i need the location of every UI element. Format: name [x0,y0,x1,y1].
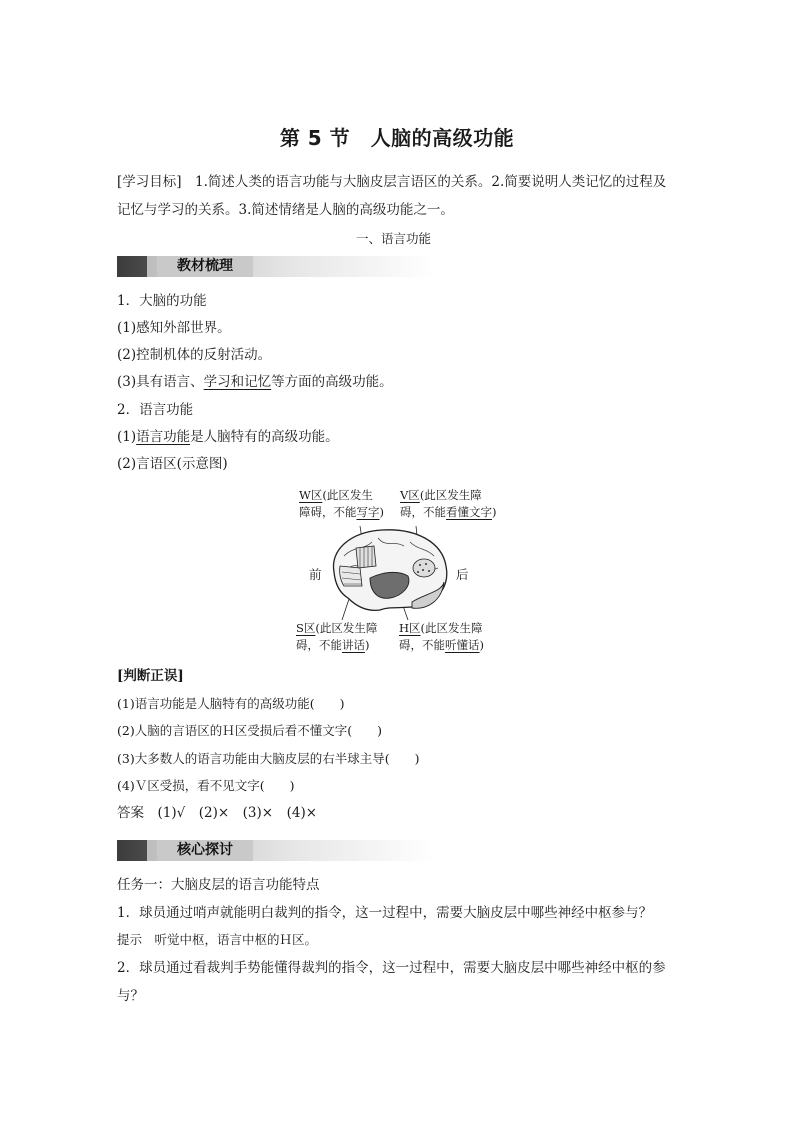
judge-question-4: (4)Ｖ区受损，看不见文字( ) [117,778,295,793]
s-area-desc-2: 碍，不能 [296,638,342,652]
item1-line-3-underlined: 学习和记忆 [203,374,272,390]
item1-line-3-post: 等方面的高级功能。 [271,374,393,390]
banner-label: 教材梳理 [157,256,253,277]
s-area-desc-1: (此区发生障 [315,621,378,635]
task-heading: 任务一：大脑皮层的语言功能特点 [117,877,320,893]
w-area-desc-2: 障碍，不能 [299,505,357,519]
w-area-label [299,487,384,521]
v-area-desc-2: 碍，不能 [400,505,446,519]
v-area-desc-1: (此区发生障 [419,488,482,502]
w-area-desc-3: ) [379,505,384,519]
task-hint: 提示 听觉中枢，语言中枢的Ｈ区。 [117,932,318,947]
task-question-2-line-1: 2．球员通过看裁判手势能懂得裁判的指令，这一过程中，需要大脑皮层中哪些神经中枢的参 [117,960,666,976]
item2-line-1-pre: (1) [117,429,137,445]
item1-line-3-pre: (3)具有语言、 [117,374,204,390]
banner-core-discussion [117,840,435,861]
h-area-desc-2: 碍，不能 [399,638,445,652]
objectives-line-1: [学习目标] 1.简述人类的语言功能与大脑皮层言语区的关系。2.简要说明人类记忆的过程及 [117,174,667,190]
h-area-label [399,620,484,654]
section-heading: 一、语言功能 [356,231,432,246]
item2-line-1 [117,427,339,447]
w-area-desc-1: (此区发生 [322,488,373,502]
item2-line-1-underlined: 语言功能 [136,429,191,445]
v-area-dot [422,569,424,571]
v-area-answer: 看懂文字 [446,505,492,519]
judge-question-3: (3)大多数人的语言功能由大脑皮层的右半球主导( ) [117,751,420,766]
page-title: 第 5 节 人脑的高级功能 [279,126,515,150]
item1-line-2: (2)控制机体的反射活动。 [117,347,272,363]
h-area-desc-3: ) [479,638,484,652]
front-label: 前 [309,567,322,582]
v-area-region [413,559,435,577]
s-area-name: S区 [296,621,316,635]
task-question-2-line-2: 与？ [117,988,144,1004]
w-area-name: W区 [299,488,323,502]
w-area-region [356,546,376,568]
brain-diagram [320,520,452,620]
w-area-answer: 写字 [356,505,380,519]
v-area-dot [419,564,421,566]
judge-answer: 答案 (1)√ (2)× (3)× (4)× [117,805,318,821]
task-question-1: 1．球员通过哨声就能明白裁判的指令，这一过程中，需要大脑皮层中哪些神经中枢参与？ [117,905,653,921]
item1-heading: 1．大脑的功能 [117,293,207,309]
objectives-line-2: 记忆与学习的关系。3.简述情绪是人脑的高级功能之一。 [117,202,454,218]
s-area-label [296,620,377,654]
judge-heading: [判断正误] [117,668,184,684]
item2-heading: 2．语言功能 [117,402,194,418]
h-area-desc-1: (此区发生障 [420,621,483,635]
item2-line-2: (2)言语区(示意图) [117,456,228,472]
judge-question-2: (2)人脑的言语区的Ｈ区受损后看不懂文字( ) [117,723,382,738]
v-area-desc-3: ) [492,505,497,519]
item2-line-1-post: 是人脑特有的高级功能。 [190,429,339,445]
v-area-dot [428,570,430,572]
banner-label: 核心探讨 [157,840,253,861]
v-area-dot [417,571,419,573]
s-area-answer: 讲话 [342,638,365,652]
back-label: 后 [456,567,469,582]
item1-line-1: (1)感知外部世界。 [117,320,231,336]
h-area-answer: 听懂话 [445,638,480,652]
v-area-dot [425,563,427,565]
h-area-name: H区 [399,621,421,635]
s-area-region [340,566,362,586]
judge-question-1: (1)语言功能是人脑特有的高级功能( ) [117,696,345,711]
banner-textbook-review [117,256,435,277]
v-area-name: V区 [400,488,420,502]
item1-line-3 [117,372,393,392]
s-area-desc-3: ) [365,638,370,652]
v-area-label [400,487,497,521]
